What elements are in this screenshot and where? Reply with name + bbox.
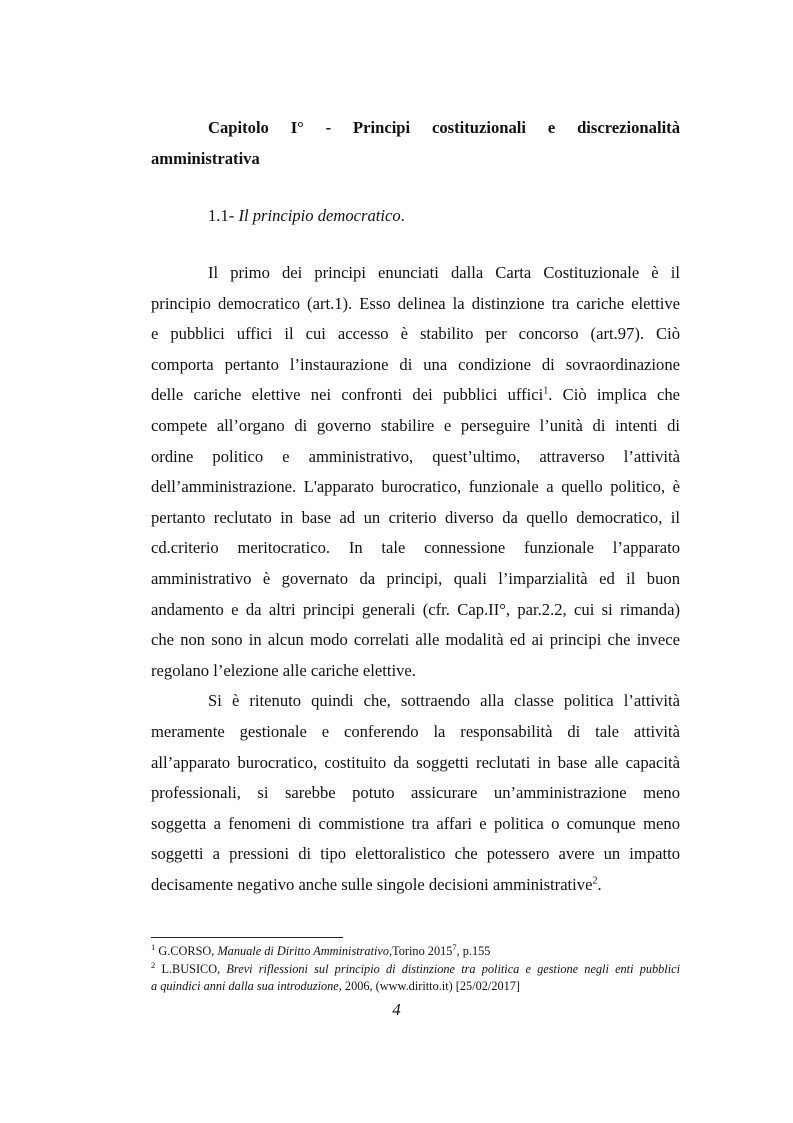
footnote-separator [151,937,343,938]
p1-text: delle cariche elettive nei confronti dei pubblici uffici [151,385,544,405]
footnote-ref-1[interactable]: 1 [543,385,549,397]
footnote-1-author: G.CORSO, [158,944,218,958]
p1-line: comporta pertanto l’instaurazione di una condizione di sovraordinazione [151,354,680,374]
p1-line: pertanto reclutato in base ad un criterio diverso da quello democratico, il [151,507,680,527]
p1-line: dell’amministrazione. L'apparato burocratico, funzionale a quello politico, è [151,477,680,497]
p1-line: regolano l’elezione alle cariche elettive. [151,660,416,680]
footnote-2-rest: 2006, (www.diritto.it) [25/02/2017] [341,979,521,993]
section-number: 1.1- [208,206,235,225]
footnote-2-author: L.BUSICO, [161,961,227,976]
footnote-2 [151,961,680,996]
p2-line: all’apparato burocratico, costituito da soggetti reclutati in base alle capacità [151,752,680,772]
p1-line: ordine politico e amministrativo, quest’ultimo, attraverso l’attività [151,446,680,466]
p2-text: . [597,874,602,894]
section-title-text: Il principio democratico [238,206,401,225]
p1-line [151,380,680,411]
p1-line: compete all’organo di governo stabilire e perseguire l’unità di intenti di [151,415,680,435]
footnote-1-title: Manuale di Diritto Amministrativo, [217,944,393,958]
p1-line: cd.criterio meritocratico. In tale connessione funzionale l’apparato [151,538,680,558]
p1-line: principio democratico (art.1). Esso delinea la distinzione tra cariche elettive [151,293,680,313]
chapter-title-line-2: amministrativa [151,149,260,168]
footnote-1-number: 1 [151,941,156,952]
section-title-end: . [400,206,405,225]
p2-line: Si è ritenuto quindi che, sottraendo alla classe politica l’attività [208,691,680,711]
p2-line [151,870,680,901]
body-text [151,258,680,900]
p1-text: . Ciò implica che [548,385,680,405]
footnote-2-line-2 [151,978,680,996]
footnote-2-title-1: Brevi riflessioni sul principio di distinzione tra politica e gestione negli enti pubblici [226,961,681,976]
chapter-title [151,112,680,174]
p2-text: decisamente negativo anche sulle singole decisioni amministrative [151,874,593,894]
footnote-ref-2[interactable]: 2 [592,875,598,887]
chapter-title-line-1: Capitolo I° - Principi costituzionali e discrezionalità [208,118,680,137]
section-title [208,200,405,231]
p1-line: andamento e da altri principi generali (cfr. Cap.II°, par.2.2, cui si rimanda) [151,599,680,619]
p1-line: e pubblici uffici il cui accesso è stabilito per concorso (art.97). Ciò [151,324,680,344]
footnote-1-place: Torino 2015 [392,944,453,958]
paragraph-1 [151,258,680,686]
p2-line: meramente gestionale e conferendo la responsabilità di tale attività [151,721,680,741]
p1-line: che non sono in alcun modo correlati alle modalità ed ai principi che invece [151,630,680,650]
footnote-2-title-2: a quindici anni dalla sua introduzione, [151,979,342,993]
p2-line: soggetta a fenomeni di commistione tra affari e politica o comunque meno [151,813,680,833]
page-number: 4 [392,1000,401,1019]
p2-line: professionali, si sarebbe potuto assicurare un’amministrazione meno [151,783,680,803]
footnote-1-page: , p.155 [456,944,491,958]
footnote-2-number: 2 [151,959,156,970]
paragraph-2 [151,686,680,900]
p2-line: soggetti a pressioni di tipo elettoralistico che potessero avere un impatto [151,844,680,864]
footnote-1-edition: 7 [452,941,457,952]
footnote-2-line-1 [151,961,680,979]
p1-line: amministrativo è governato da principi, quali l’imparzialità ed il buon [151,568,680,588]
footnotes [151,943,680,996]
footnote-1 [151,943,680,961]
p1-line: Il primo dei principi enunciati dalla Carta Costituzionale è il [208,263,680,282]
